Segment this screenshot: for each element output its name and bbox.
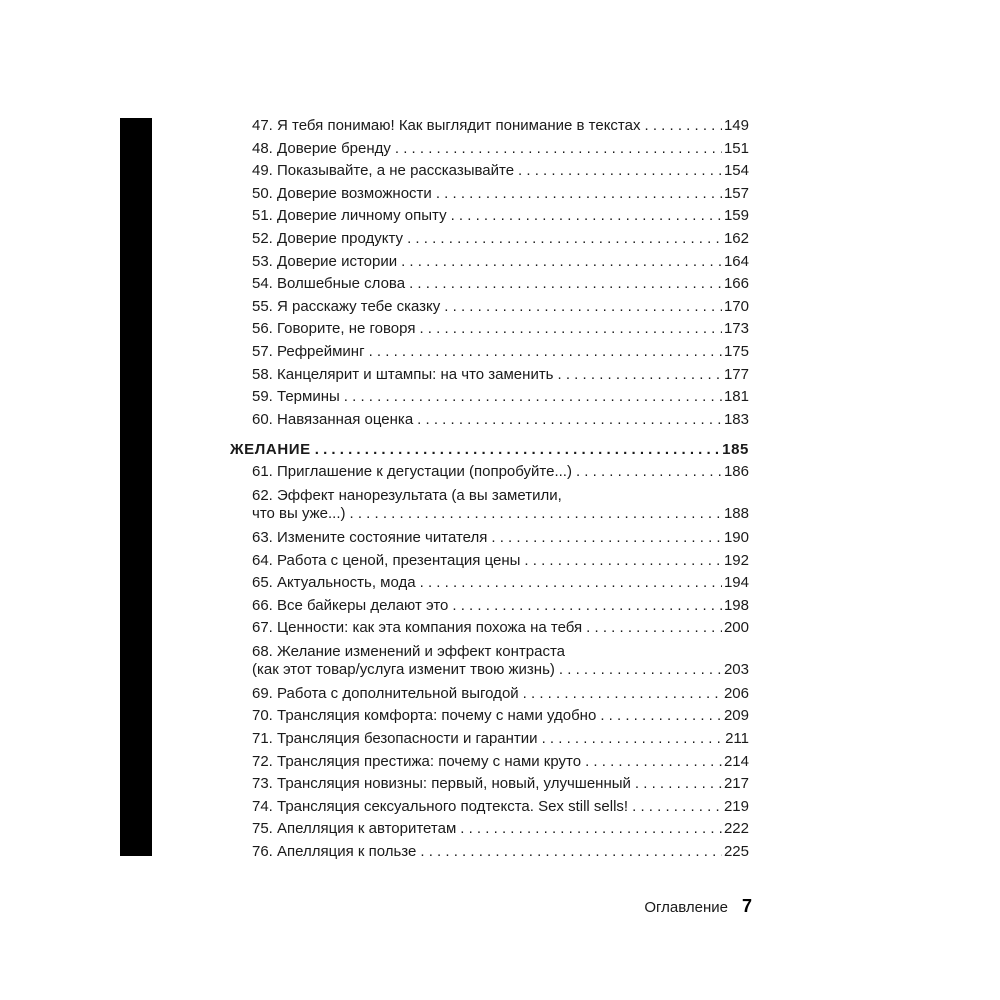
dot-leader	[523, 683, 722, 706]
dot-leader	[576, 461, 722, 484]
toc-entry-page: 154	[723, 162, 749, 180]
toc-entry[interactable]	[252, 386, 749, 409]
dot-leader	[419, 318, 722, 341]
dot-leader	[558, 364, 722, 387]
dot-leader	[559, 661, 722, 679]
toc-entry-title: 75. Апелляция к авторитетам	[252, 820, 457, 838]
toc-entry-title: 60. Навязанная оценка	[252, 410, 414, 428]
toc-entry[interactable]	[252, 341, 749, 364]
dot-leader	[452, 595, 722, 618]
toc-entry[interactable]	[252, 205, 749, 228]
toc-entry-title: 74. Трансляция сексуального подтекста. Sex still sells!	[252, 797, 629, 815]
toc-entry-title: 54. Волшебные слова	[252, 275, 406, 293]
toc-entry-page: 177	[723, 365, 749, 383]
toc-entry-multiline[interactable]	[252, 487, 749, 523]
toc-entry-title: 47. Я тебя понимаю! Как выглядит понимание в текстах	[252, 117, 641, 134]
dot-leader	[344, 386, 722, 409]
toc-entry-title: 73. Трансляция новизны: первый, новый, улучшенный	[252, 775, 631, 793]
toc-entry[interactable]	[252, 251, 749, 274]
toc-entry-title-line2: (как этот товар/услуга изменит твою жизнь)	[252, 660, 555, 678]
toc-entry[interactable]	[252, 318, 749, 341]
toc-entry-page: 166	[723, 275, 749, 293]
dot-leader	[460, 818, 722, 841]
toc-entry-title: 72. Трансляция престижа: почему с нами круто	[252, 752, 582, 770]
toc-entry[interactable]	[252, 409, 749, 432]
toc-entry-page: 164	[723, 252, 749, 270]
toc-entry-title: 66. Все байкеры делают это	[252, 596, 449, 614]
toc-entry-page: 157	[723, 184, 749, 202]
page-number: 7	[741, 896, 752, 916]
toc-entry-title: 63. Измените состояние читателя	[252, 528, 488, 546]
dot-leader	[585, 751, 722, 774]
toc-entry-title: 69. Работа с дополнительной выгодой	[252, 684, 519, 702]
toc-entry[interactable]	[252, 296, 749, 319]
dot-leader	[542, 728, 724, 751]
page-footer	[644, 896, 752, 917]
dot-leader	[635, 773, 722, 796]
toc-entry-title: 58. Канцелярит и штампы: на что заменить	[252, 365, 554, 383]
section-page: 185	[722, 441, 749, 459]
toc-entry[interactable]	[252, 617, 749, 640]
table-of-contents	[230, 115, 749, 864]
toc-entry-title-line1: 68. Желание изменений и эффект контраста	[252, 642, 565, 660]
dot-leader	[369, 341, 722, 364]
toc-entry-title: 56. Говорите, не говоря	[252, 320, 416, 338]
toc-entry-page: 159	[723, 207, 749, 225]
toc-entry-title: 64. Работа с ценой, презентация цены	[252, 551, 521, 569]
dot-leader	[420, 572, 722, 595]
toc-entry-title: 59. Термины	[252, 388, 340, 406]
toc-entry-page: 214	[723, 752, 749, 770]
toc-entry-title: 70. Трансляция комфорта: почему с нами удобно	[252, 707, 597, 725]
toc-entry[interactable]	[252, 550, 749, 573]
toc-entry-page: 170	[723, 297, 749, 315]
toc-entry-page: 188	[723, 504, 749, 522]
toc-entry-title: 76. Апелляция к пользе	[252, 843, 417, 861]
toc-section-heading[interactable]	[230, 439, 749, 461]
toc-entry-title: 53. Доверие истории	[252, 252, 398, 270]
toc-entry-page: 203	[723, 660, 749, 678]
dot-leader	[436, 183, 722, 206]
toc-entry-page: 186	[723, 463, 749, 481]
dot-leader	[632, 796, 722, 819]
toc-entry-title: 51. Доверие личному опыту	[252, 207, 447, 225]
toc-entry-page: 225	[723, 843, 749, 861]
toc-entry[interactable]	[252, 728, 749, 751]
side-thumb-bar	[120, 118, 152, 856]
toc-entry-page: 194	[723, 574, 749, 592]
toc-entry[interactable]	[252, 841, 749, 864]
toc-entry[interactable]	[252, 683, 749, 706]
toc-entry-title: 65. Актуальность, мода	[252, 574, 416, 592]
toc-entry[interactable]	[252, 572, 749, 595]
dot-leader	[600, 705, 722, 728]
toc-entry[interactable]	[252, 527, 749, 550]
toc-entry-title-line2: что вы уже...)	[252, 504, 346, 522]
toc-entry-title-line1: 62. Эффект нанорезультата (а вы заметили,	[252, 486, 562, 504]
toc-entry[interactable]	[252, 773, 749, 796]
toc-entry-title: 50. Доверие возможности	[252, 184, 432, 202]
toc-entry-page: 149	[723, 117, 749, 134]
toc-entry[interactable]	[252, 228, 749, 251]
dot-leader	[518, 160, 722, 183]
toc-entry[interactable]	[252, 796, 749, 819]
toc-entry-title: 49. Показывайте, а не рассказывайте	[252, 162, 515, 180]
toc-entry-page: 175	[723, 342, 749, 360]
dot-leader	[409, 273, 722, 296]
toc-entry-page: 183	[723, 410, 749, 428]
toc-entry[interactable]	[252, 818, 749, 841]
toc-entry-title: 57. Рефрейминг	[252, 342, 365, 360]
toc-entry-page: 190	[723, 528, 749, 546]
toc-entry[interactable]	[252, 595, 749, 618]
toc-entry-page: 162	[723, 229, 749, 247]
dot-leader	[586, 617, 722, 640]
toc-entry[interactable]	[252, 273, 749, 296]
toc-entry-page: 198	[723, 596, 749, 614]
toc-entry-page: 211	[725, 730, 749, 748]
toc-entry[interactable]	[252, 461, 749, 484]
dot-leader	[350, 505, 722, 523]
toc-entry[interactable]	[252, 160, 749, 183]
toc-entry-page: 173	[723, 320, 749, 338]
toc-entry-page: 151	[723, 139, 749, 157]
toc-entry-title: 52. Доверие продукту	[252, 229, 404, 247]
toc-entry-page: 192	[723, 551, 749, 569]
toc-entry-page: 219	[723, 797, 749, 815]
toc-entry[interactable]	[252, 364, 749, 387]
toc-entry-page: 181	[723, 388, 749, 406]
dot-leader	[407, 228, 722, 251]
dot-leader	[451, 205, 722, 228]
toc-entry-title: 61. Приглашение к дегустации (попробуйте...)	[252, 463, 572, 481]
dot-leader	[417, 409, 722, 432]
dot-leader	[315, 439, 720, 461]
toc-entry-page: 200	[723, 619, 749, 637]
toc-entry[interactable]	[252, 705, 749, 728]
toc-entry[interactable]	[252, 138, 749, 161]
dot-leader	[524, 550, 722, 573]
dot-leader	[401, 251, 722, 274]
toc-entry-page: 209	[723, 707, 749, 725]
dot-leader	[644, 115, 721, 138]
toc-entry[interactable]	[252, 751, 749, 774]
toc-entry-page: 206	[723, 684, 749, 702]
dot-leader	[491, 527, 722, 550]
toc-entry-multiline[interactable]	[252, 643, 749, 679]
section-title: ЖЕЛАНИЕ	[230, 441, 311, 459]
toc-entry-title: 71. Трансляция безопасности и гарантии	[252, 730, 538, 748]
dot-leader	[395, 138, 722, 161]
toc-entry[interactable]	[252, 115, 749, 138]
toc-entry-title: 48. Доверие бренду	[252, 139, 391, 157]
toc-entry-page: 217	[723, 775, 749, 793]
toc-entry-title: 67. Ценности: как эта компания похожа на тебя	[252, 619, 583, 637]
dot-leader	[444, 296, 722, 319]
toc-entry-title: 55. Я расскажу тебе сказку	[252, 297, 441, 315]
dot-leader	[420, 841, 722, 864]
toc-entry-page: 222	[723, 820, 749, 838]
running-footer-label: Оглавление	[644, 899, 728, 916]
toc-entry[interactable]	[252, 183, 749, 206]
